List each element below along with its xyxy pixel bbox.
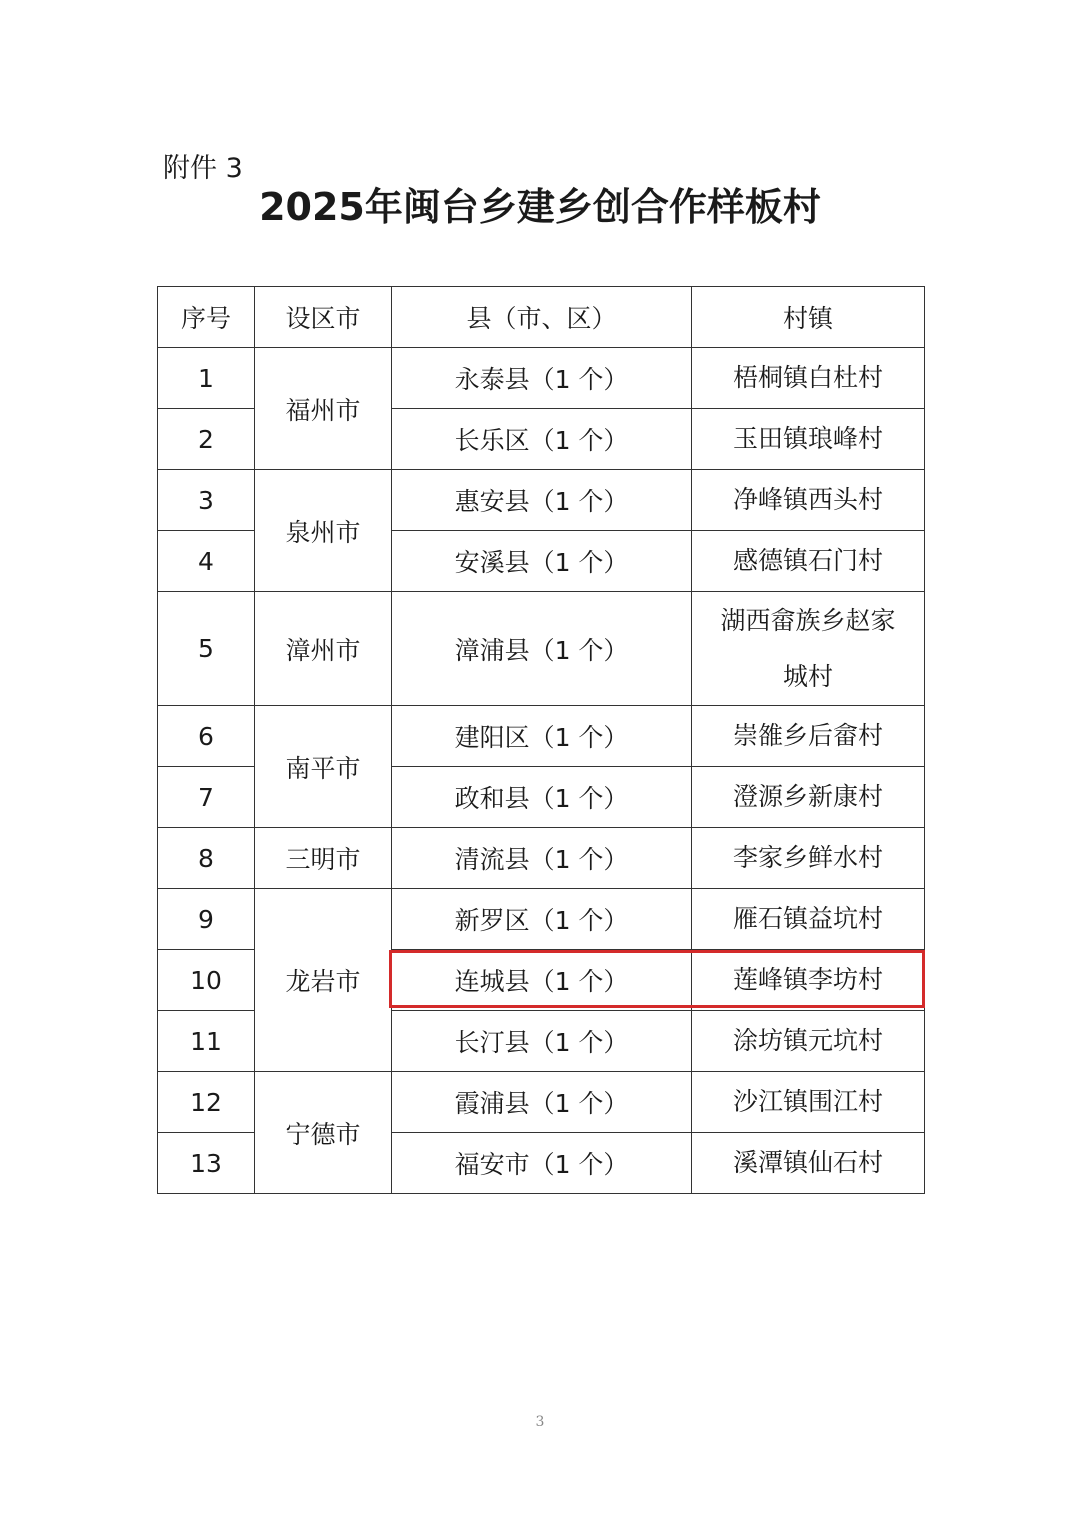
row-number: 2 [158,409,255,470]
county-cell: 新罗区（1 个） [392,889,692,950]
city-cell: 宁德市 [255,1072,392,1194]
county-cell: 漳浦县（1 个） [392,592,692,706]
county-cell: 福安市（1 个） [392,1133,692,1194]
village-cell: 崇雒乡后畲村 [692,706,925,767]
village-cell: 梧桐镇白杜村 [692,348,925,409]
city-cell: 福州市 [255,348,392,470]
row-number: 1 [158,348,255,409]
table-row [158,470,925,531]
county-cell: 连城县（1 个） [392,950,692,1011]
village-cell [692,592,925,706]
city-cell: 漳州市 [255,592,392,706]
row-number: 13 [158,1133,255,1194]
header-village: 村镇 [692,287,925,348]
county-cell: 霞浦县（1 个） [392,1072,692,1133]
county-cell: 政和县（1 个） [392,767,692,828]
row-number: 10 [158,950,255,1011]
table-header-row [158,287,925,348]
row-number: 9 [158,889,255,950]
table-row [158,592,925,706]
row-number: 3 [158,470,255,531]
row-number: 12 [158,1072,255,1133]
county-cell: 惠安县（1 个） [392,470,692,531]
village-cell: 玉田镇琅峰村 [692,409,925,470]
village-cell: 沙江镇围江村 [692,1072,925,1133]
row-number: 11 [158,1011,255,1072]
row-number: 8 [158,828,255,889]
document-title: 2025年闽台乡建乡创合作样板村 [259,185,821,229]
row-number: 5 [158,592,255,706]
row-number: 4 [158,531,255,592]
page-number: 3 [535,1414,545,1430]
header-county: 县（市、区） [392,287,692,348]
village-cell: 涂坊镇元坑村 [692,1011,925,1072]
county-cell: 长乐区（1 个） [392,409,692,470]
village-table [157,286,925,1194]
city-cell: 龙岩市 [255,889,392,1072]
village-cell: 澄源乡新康村 [692,767,925,828]
county-cell: 安溪县（1 个） [392,531,692,592]
village-cell: 雁石镇益坑村 [692,889,925,950]
city-cell: 泉州市 [255,470,392,592]
village-cell: 净峰镇西头村 [692,470,925,531]
county-cell: 永泰县（1 个） [392,348,692,409]
county-cell: 长汀县（1 个） [392,1011,692,1072]
header-city: 设区市 [255,287,392,348]
city-cell: 南平市 [255,706,392,828]
attachment-label: 附件 3 [163,153,243,184]
table-row [158,706,925,767]
county-cell: 清流县（1 个） [392,828,692,889]
village-cell: 李家乡鲜水村 [692,828,925,889]
header-number: 序号 [158,287,255,348]
table-row [158,348,925,409]
table-row [158,1072,925,1133]
village-cell: 感德镇石门村 [692,531,925,592]
table-row [158,889,925,950]
county-cell: 建阳区（1 个） [392,706,692,767]
table-row [158,828,925,889]
row-number: 7 [158,767,255,828]
village-cell: 莲峰镇李坊村 [692,950,925,1011]
city-cell: 三明市 [255,828,392,889]
village-cell-line-2: 城村 [782,661,833,691]
village-cell-line-1: 湖西畲族乡赵家 [720,605,896,635]
village-cell: 溪潭镇仙石村 [692,1133,925,1194]
row-number: 6 [158,706,255,767]
